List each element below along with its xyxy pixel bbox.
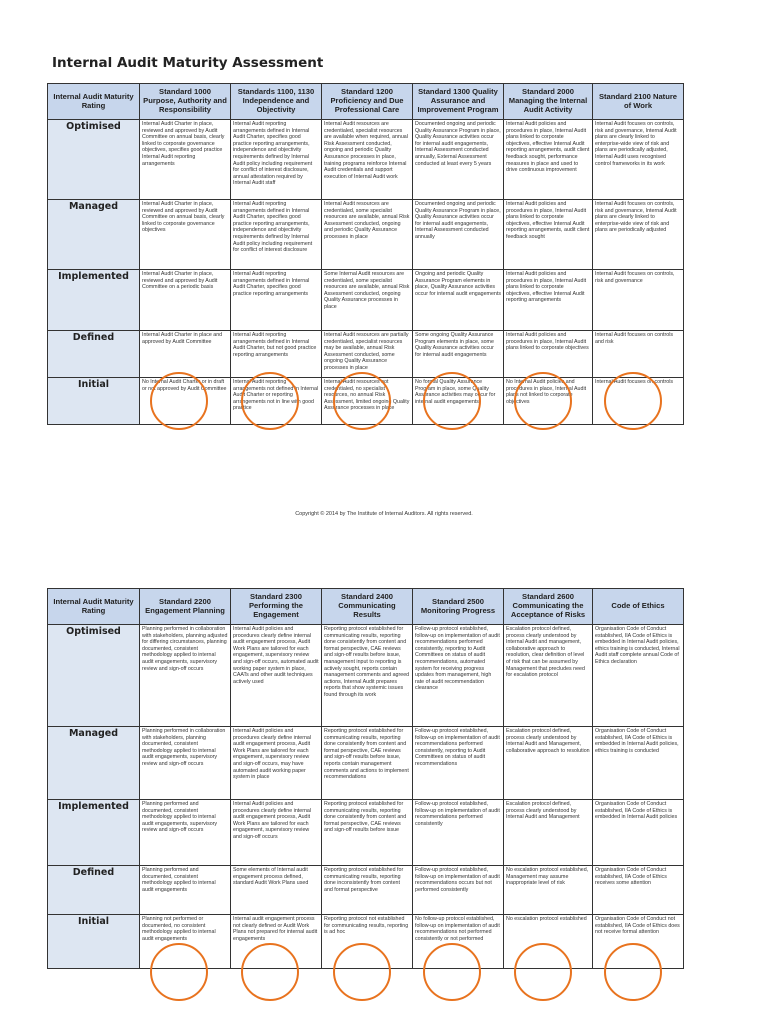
- criteria-cell: Reporting protocol not established for communicating results, reporting is ad hoc: [322, 915, 413, 969]
- criteria-cell: Internal Audit Charter in place, reviewed and approved by Audit Committee on a periodic basis: [140, 270, 231, 331]
- criteria-cell: Planning performed and documented, consistent methodology applied to internal audit engagements: [140, 866, 231, 915]
- criteria-cell: Planning performed and documented, consistent methodology applied to internal audit engagements, supervisory review and sign-off occurs: [140, 800, 231, 866]
- standard-header: Standard 1000 Purpose, Authority and Responsibility: [140, 84, 231, 120]
- table-row: [48, 727, 684, 800]
- table-row: [48, 866, 684, 915]
- criteria-cell: Reporting protocol established for communicating results, reporting done inconsistently from content and format perspective: [322, 866, 413, 915]
- maturity-level-label: Optimised: [48, 625, 140, 727]
- maturity-level-label: Optimised: [48, 120, 140, 200]
- standard-header: Standard 2300 Performing the Engagement: [231, 589, 322, 625]
- criteria-cell: Internal Audit reporting arrangements defined in Internal Audit Charter, specifies good practice reporting arrangements, independence and objectivity requirements defined by Internal Audit policy including requirement for conflict of interest disclosure, annual attestation required by Internal Audit staff: [231, 120, 322, 200]
- criteria-cell: Internal Audit Charter in place and approved by Audit Committee: [140, 331, 231, 378]
- criteria-cell: Internal audit engagement process not clearly defined or Audit Work Plans not prepared for internal audit engagements: [231, 915, 322, 969]
- criteria-cell: No formal Quality Assurance Program in place, some Quality Assurance activities may occur for internal audit engagements: [413, 378, 504, 425]
- table-row: [48, 200, 684, 270]
- standard-header: Code of Ethics: [593, 589, 684, 625]
- standard-header: Standards 1100, 1130 Independence and Objectivity: [231, 84, 322, 120]
- rating-column-header: Internal Audit Maturity Rating: [48, 84, 140, 120]
- criteria-cell: Reporting protocol established for communicating results, reporting done consistently from content and format perspective, CAE reviews and sign-off results before issue: [322, 800, 413, 866]
- maturity-level-label: Defined: [48, 866, 140, 915]
- table-row: [48, 915, 684, 969]
- criteria-cell: Internal Audit policies and procedures clearly define internal audit engagement process, Audit Work Plans are tailored for each engagement, supervisory review and sign-off occurs, automated audit working paper system in place, CAATs and other audit techniques actively used: [231, 625, 322, 727]
- criteria-cell: Planning performed in collaboration with stakeholders, planning adjusted for differing circumstances, planning documented, consistent methodology applied to internal audit engagements, supervisory review and sign-off occurs: [140, 625, 231, 727]
- criteria-cell: Some elements of Internal audit engagement process defined, standard Audit Work Plans used: [231, 866, 322, 915]
- criteria-cell: Organisation Code of Conduct established, IIA Code of Ethics receives some attention: [593, 866, 684, 915]
- criteria-cell: Internal Audit policies and procedures in place, Internal Audit plans linked to corporate objectives: [504, 331, 593, 378]
- criteria-cell: Ongoing and periodic Quality Assurance Program elements in place, Quality Assurance activities occur for internal audit engagements: [413, 270, 504, 331]
- criteria-cell: Follow-up protocol established, follow-up on implementation of audit recommendations occurs but not performed consistently: [413, 866, 504, 915]
- criteria-cell: Internal Audit resources are partially credentialed, specialist resources may be available, annual Risk Assessment conducted, some ongoing Quality Assurance processes in place: [322, 331, 413, 378]
- criteria-cell: Internal Audit policies and procedures clearly define internal audit engagement process, Audit Work Plans are tailored for each engagement, supervisory review and sign-off occurs, may have automated audit working paper system in place: [231, 727, 322, 800]
- criteria-cell: Internal Audit policies and procedures in place, Internal Audit plans linked to corporate objectives, effective Internal Audit reporting arrangements, audit client feedback sought, performance measures in place and used to drive continuous improvement: [504, 120, 593, 200]
- criteria-cell: Documented ongoing and periodic Quality Assurance Program in place, Quality Assurance activities occur for internal audit engagements, Internal Assessment conducted annually: [413, 200, 504, 270]
- rating-column-header: Internal Audit Maturity Rating: [48, 589, 140, 625]
- criteria-cell: Internal Audit resources are credentialed, specialist resources are available when required, annual Risk Assessment conducted, ongoing and periodic Quality Assurance processes in place, training programs reinforce Internal Audit credentials and support execution of Internal Audit work: [322, 120, 413, 200]
- criteria-cell: Internal Audit policies and procedures in place, Internal Audit plans linked to corporate objectives, effective Internal Audit reporting arrangements: [504, 270, 593, 331]
- criteria-cell: No escalation protocol established, Management may assume inappropriate level of risk: [504, 866, 593, 915]
- criteria-cell: Organisation Code of Conduct established, IIA Code of Ethics is embedded in Internal Audit policies, ethics training is conducted, Internal Audit staff complete annual Code of Ethics declaration: [593, 625, 684, 727]
- standard-header: Standard 2500 Monitoring Progress: [413, 589, 504, 625]
- criteria-cell: No Internal Audit policies and procedures in place, Internal Audit plans not linked to corporate objectives: [504, 378, 593, 425]
- criteria-cell: Escalation protocol defined, process clearly understood by Internal Audit and management, collaborative approach to resolution, clear definition of level of risk that can be assumed by Management that precludes need for escalation protocol: [504, 625, 593, 727]
- maturity-level-label: Managed: [48, 727, 140, 800]
- maturity-level-label: Implemented: [48, 270, 140, 331]
- criteria-cell: Organisation Code of Conduct established, IIA Code of Ethics is embedded in Internal Audit policies: [593, 800, 684, 866]
- criteria-cell: Reporting protocol established for communicating results, reporting done consistently from content and format perspective, CAE reviews and sign-off results before issue, reports contain management comments and actions to implement recommendations: [322, 727, 413, 800]
- criteria-cell: Planning not performed or documented, no consistent methodology applied to internal audit engagements: [140, 915, 231, 969]
- standard-header: Standard 1200 Proficiency and Due Professional Care: [322, 84, 413, 120]
- standard-header: Standard 2100 Nature of Work: [593, 84, 684, 120]
- criteria-cell: No escalation protocol established: [504, 915, 593, 969]
- criteria-cell: Internal Audit focuses on controls: [593, 378, 684, 425]
- criteria-cell: Follow-up protocol established, follow-up on implementation of audit recommendations performed consistently, reporting to Audit Committees on status of audit recommendations: [413, 727, 504, 800]
- criteria-cell: Internal Audit policies and procedures in place, Internal Audit plans linked to corporate objectives, effective Internal Audit reporting arrangements, audit client feedback sought: [504, 200, 593, 270]
- criteria-cell: Internal Audit focuses on controls, risk and governance: [593, 270, 684, 331]
- criteria-cell: No Internal Audit Charter or in draft or not approved by Audit Committee: [140, 378, 231, 425]
- criteria-cell: Some Internal Audit resources are credentialed, some specialist resources are available, annual Risk Assessment conducted, ongoing Quality Assurance processes in place: [322, 270, 413, 331]
- maturity-level-label: Defined: [48, 331, 140, 378]
- criteria-cell: Planning performed in collaboration with stakeholders, planning documented, consistent methodology applied to internal audit engagements, supervisory review and sign-off occurs: [140, 727, 231, 800]
- maturity-level-label: Managed: [48, 200, 140, 270]
- table-row: [48, 378, 684, 425]
- criteria-cell: Follow-up protocol established, follow-up on implementation of audit recommendations performed consistently, reporting to Audit Committees on status of audit recommendations, automated system for receiving progress updates from management, high rate of audit recommendation clearance: [413, 625, 504, 727]
- table-row: [48, 270, 684, 331]
- page-title: Internal Audit Maturity Assessment: [52, 55, 324, 71]
- table-row: [48, 625, 684, 727]
- criteria-cell: Some ongoing Quality Assurance Program elements in place, some Quality Assurance activities occur for internal audit engagements: [413, 331, 504, 378]
- criteria-cell: Internal Audit Charter in place, reviewed and approved by Audit Committee on annual basis, clearly linked to corporate governance objectives, specifies good practice Internal Audit reporting arrangements: [140, 120, 231, 200]
- criteria-cell: No follow-up protocol established, follow-up on implementation of audit recommendations not performed consistently or not performed: [413, 915, 504, 969]
- table-row: [48, 331, 684, 378]
- table-row: [48, 800, 684, 866]
- criteria-cell: Organisation Code of Conduct established, IIA Code of Ethics is embedded in Internal Audit policies, ethics training is conducted: [593, 727, 684, 800]
- criteria-cell: Escalation protocol defined, process clearly understood by Internal Audit and Management, collaborative approach to resolution: [504, 727, 593, 800]
- criteria-cell: Internal Audit policies and procedures clearly define internal audit engagement process, Audit Work Plans are tailored for each engagement, supervisory review and sign-off occurs: [231, 800, 322, 866]
- criteria-cell: Internal Audit focuses on controls and risk: [593, 331, 684, 378]
- standard-header: Standard 2200 Engagement Planning: [140, 589, 231, 625]
- criteria-cell: Escalation protocol defined, process clearly understood by Internal Audit and Management: [504, 800, 593, 866]
- criteria-cell: Internal Audit reporting arrangements defined in Internal Audit Charter, specifies good practice reporting arrangements: [231, 270, 322, 331]
- criteria-cell: Internal Audit focuses on controls, risk and governance, Internal Audit plans are clearly linked to enterprise-wide view of risk and plans are periodically adjusted, Internal Audit uses recognised control frameworks in its work: [593, 120, 684, 200]
- criteria-cell: Internal Audit reporting arrangements not defined in Internal Audit Charter or reporting arrangements not in line with good practice: [231, 378, 322, 425]
- criteria-cell: Follow-up protocol established, follow-up on implementation of audit recommendations performed consistently: [413, 800, 504, 866]
- maturity-level-label: Initial: [48, 915, 140, 969]
- criteria-cell: Internal Audit resources are credentialed, some specialist resources are available, annual Risk Assessment conducted, ongoing and periodic Quality Assurance processes in place: [322, 200, 413, 270]
- criteria-cell: Internal Audit resources not credentialed, no specialist resources, no annual Risk Assessment, limited ongoing Quality Assurance processes in place: [322, 378, 413, 425]
- criteria-cell: Internal Audit reporting arrangements defined in Internal Audit Charter, but not good practice reporting arrangements: [231, 331, 322, 378]
- maturity-table-1: [47, 83, 684, 425]
- criteria-cell: Documented ongoing and periodic Quality Assurance Program in place, Quality Assurance activities occur for internal audit engagements, Internal Assessment conducted annually, External Assessment conducted at least every 5 years: [413, 120, 504, 200]
- standard-header: Standard 2400 Communicating Results: [322, 589, 413, 625]
- criteria-cell: Reporting protocol established for communicating results, reporting done consistently from content and format perspective, CAE reviews and sign-off results before issue, management input to reporting is actively sought, reports contain management comments and agreed actions, Internal Audit prepares reports that show systemic issues found through its work: [322, 625, 413, 727]
- maturity-level-label: Implemented: [48, 800, 140, 866]
- standard-header: Standard 2000 Managing the Internal Audit Activity: [504, 84, 593, 120]
- maturity-table-2: [47, 588, 684, 969]
- criteria-cell: Internal Audit focuses on controls, risk and governance, Internal Audit plans are clearly linked to enterprise-wide view of risk and plans are periodically adjusted: [593, 200, 684, 270]
- copyright-notice: Copyright © 2014 by The Institute of Internal Auditors. All rights reserved.: [295, 511, 473, 517]
- standard-header: Standard 2600 Communicating the Acceptance of Risks: [504, 589, 593, 625]
- standard-header: Standard 1300 Quality Assurance and Improvement Program: [413, 84, 504, 120]
- maturity-level-label: Initial: [48, 378, 140, 425]
- criteria-cell: Internal Audit reporting arrangements defined in Internal Audit Charter, specifies good practice reporting arrangements, independence and objectivity requirements defined by Internal Audit policy including requirement for conflict of interest disclosure: [231, 200, 322, 270]
- criteria-cell: Internal Audit Charter in place, reviewed and approved by Audit Committee on annual basis, clearly linked to corporate governance objectives: [140, 200, 231, 270]
- criteria-cell: Organisation Code of Conduct not established, IIA Code of Ethics does not receive formal attention: [593, 915, 684, 969]
- table-row: [48, 120, 684, 200]
